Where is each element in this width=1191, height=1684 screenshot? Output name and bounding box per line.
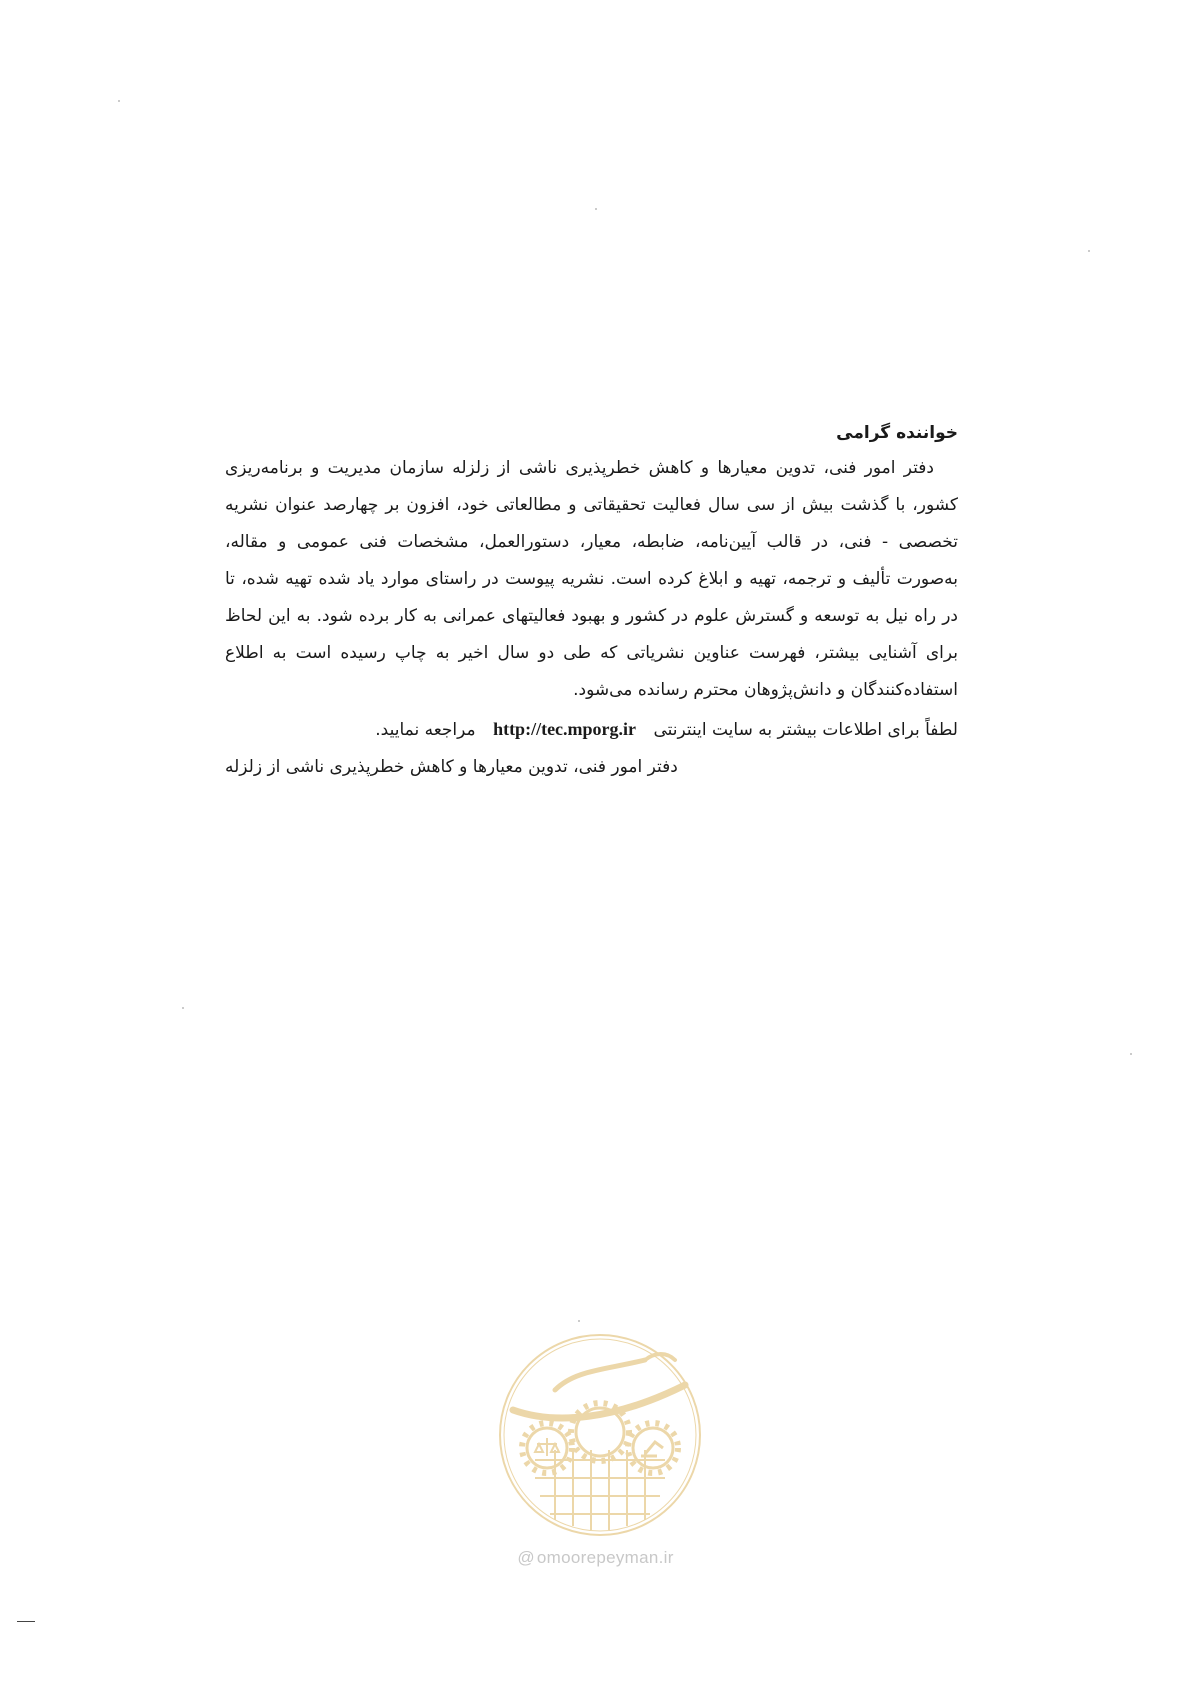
- watermark-site: [0, 1548, 1191, 1568]
- scan-speck: [1130, 1053, 1132, 1055]
- margin-mark: [17, 1621, 35, 1622]
- watermark-site-text: omoorepeyman.ir: [536, 1548, 674, 1567]
- website-prefix: لطفاً برای اطلاعات بیشتر به سایت اینترنتی: [653, 720, 958, 740]
- scan-speck: [595, 208, 597, 210]
- letter-body: [225, 418, 958, 786]
- scan-speck: [1088, 250, 1090, 252]
- body-paragraph: دفتر امور فنی، تدوین معیارها و کاهش خطرپذیری ناشی از زلزله سازمان مدیریت و برنامه‌ریزی کشور، با گذشت بیش از سی سال فعالیت تحقیقاتی و مطالعاتی خود، افزون بر چهارصد عنوان نشریه تخصصی - فنی، در قالب آیین‌نامه، ضابطه، معیار، دستورالعمل، مشخصات فنی عمومی و مقاله، به‌صورت تألیف و ترجمه، تهیه و ابلاغ کرده است. نشریه پیوست در راستای موارد یاد شده تهیه شده، تا در راه نیل به توسعه و گسترش علوم در کشور و بهبود فعالیتهای عمرانی به کار برده شود. به این لحاظ برای آشنایی بیشتر، فهرست عناوین نشریاتی که طی دو سال اخیر به چاپ رسیده است به اطلاع استفاده‌کنندگان و دانش‌پژوهان محترم رسانده می‌شود.: [225, 458, 958, 700]
- scan-speck: [118, 100, 120, 102]
- signature: دفتر امور فنی، تدوین معیارها و کاهش خطرپذیری ناشی از زلزله: [225, 757, 678, 777]
- website-line: [225, 711, 958, 749]
- website-url: http://tec.mporg.ir: [493, 719, 637, 739]
- watermark-logo: [495, 1330, 705, 1540]
- scan-speck: [182, 1007, 184, 1009]
- scan-speck: [578, 1320, 580, 1322]
- at-sign-icon: @: [517, 1548, 535, 1567]
- salutation: خواننده گرامی: [836, 423, 958, 443]
- website-suffix: مراجعه نمایید.: [375, 720, 476, 740]
